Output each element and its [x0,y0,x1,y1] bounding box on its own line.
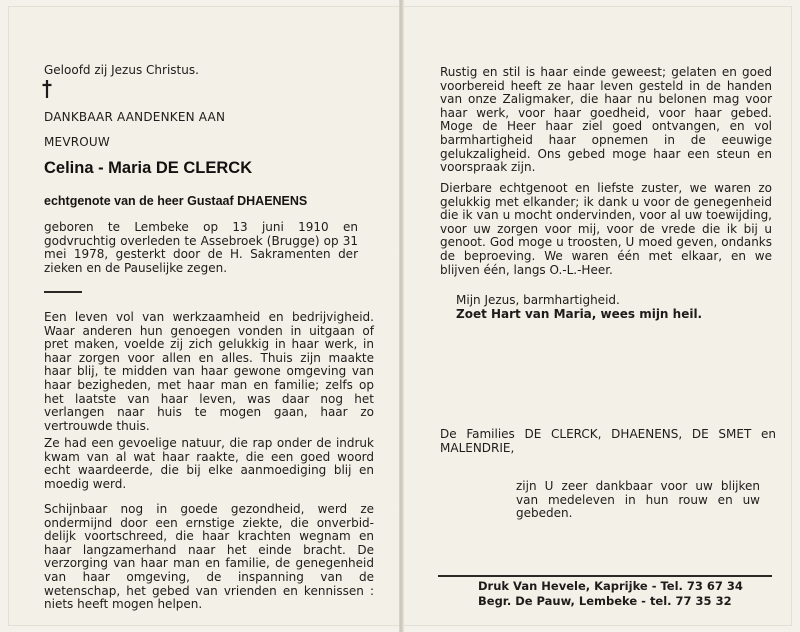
printer-line-1: Druk Van Hevele, Kaprijke - Tel. 73 67 34 [478,579,743,593]
left-paragraph-3: Schijnbaar nog in goede gezondheid, werd ze ondermijnd door een ernstige ziekte, die onverbiddelijk voortschreed, die haar krachten wegnam en haar langzamerhand naar het einde bracht. De verzorging van haar man en familie, de genegenheid van haar omgeving, de inspanning van de wetenschap, het gebed van vrienden en kennissen : niets heeft mogen helpen. [44,502,374,612]
heading: DANKBAAR AANDENKEN AAN [44,110,226,124]
thanks-paragraph: zijn U zeer dankbaar voor uw blijken van medeleven in hun rouw en uw gebeden. [516,479,760,521]
right-paragraph-2: Dierbare echtgenoot en liefste zuster, we waren zo gelukkig met elkander; ik dank u voor de genegenheid die ik van u mocht ondervinden, voor al uw toewijding, voor uw zorgen voor mij, voor de vrede die ik bij u genoot. God moge u troosten, U moed geven, ondanks de beproeving. We waren één met elkaar, en we blijven één, langs O.-L.-Heer. [440,181,772,277]
printer-line-2: Begr. De Pauw, Lembeke - tel. 77 35 32 [478,594,732,608]
card-fold [399,0,404,632]
footer-rule [438,575,772,577]
families-line: De Families DE CLERCK, DHAENENS, DE SMET en MALENDRIE, [440,427,776,455]
left-paragraph-1: Een leven vol van werkzaamheid en bedrijvigheid. Waar anderen hun genoegen vonden in uitgaan of pret maken, voelde zij zich gelukkig in haar werk, in haar zorgen voor allen en alles. Thuis zijn maakte haar blij, te midden van haar gewone omgeving van haar bezigheden, met haar man en familie; zelfs op het laatste van haar leven, was daar nog het verlangen naar huis te mogen gaan, haar zo vertrouwde thuis. [44,310,374,433]
bio-paragraph: geboren te Lembeke op 13 juni 1910 en godvruchtig overleden te Assebroek (Brugge) op 31 mei 1978, gesterkt door de H. Sakramenten der zieken en de Pauselijke zegen. [44,220,358,275]
prayer-line-2: Zoet Hart van Maria, wees mijn heil. [456,307,703,321]
cross-icon [41,79,53,99]
deceased-name: Celina - Maria DE CLERCK [44,159,253,177]
divider [44,291,82,293]
title-mevrouw: MEVROUW [44,135,110,149]
spouse-line: echtgenote van de heer Gustaaf DHAENENS [44,194,308,208]
right-paragraph-1: Rustig en stil is haar einde geweest; gelaten en goed voorbereid heeft ze haar leven gesteld in de handen van onze Zaligmaker, die haar nu belonen mag voor haar werk, voor haar goedheid, voor haar gebed. Moge de Heer haar ziel goed ontvangen, en vol barmhartigheid haar opnemen in de eeuwige gelukzaligheid. Ons gebed moge haar een steun en voorspraak zijn. [440,65,772,175]
prayer-line-1: Mijn Jezus, barmhartigheid. [456,293,620,307]
left-paragraph-2: Ze had een gevoelige natuur, die rap onder de indruk kwam van al wat haar raakte, die een goed woord echt waardeerde, die bij elke aanmoediging blij en moedig werd. [44,436,374,491]
opening-line: Geloofd zij Jezus Christus. [44,63,199,77]
